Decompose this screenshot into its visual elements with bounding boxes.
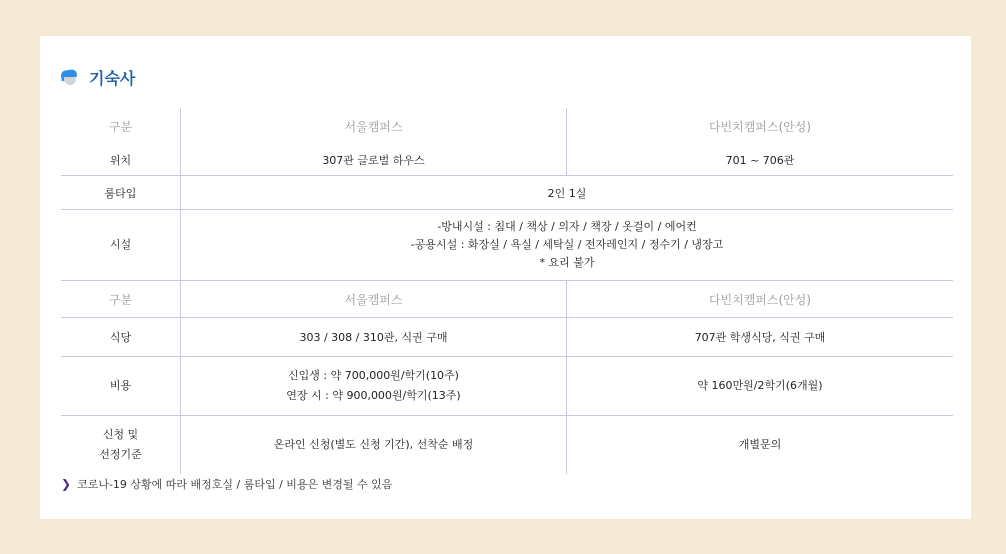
dormitory-card (40, 36, 971, 519)
table-row (61, 416, 953, 475)
footnote (61, 476, 392, 492)
header2-seoul: 서울캠퍼스 (181, 281, 567, 318)
table-row (61, 357, 953, 416)
cost-extension: 연장 시 : 약 900,000원/학기(13주) (286, 389, 461, 402)
header2-category: 구분 (61, 281, 181, 318)
cell-facilities (181, 210, 954, 281)
section-title: 기숙사 (89, 69, 136, 88)
row-label-location: 위치 (109, 153, 132, 167)
header2-davinci: 다빈치캠퍼스(안성) (567, 281, 954, 318)
cost-new-student: 신입생 : 약 700,000원/학기(10주) (288, 369, 459, 382)
header-category: 구분 (108, 119, 133, 134)
cell-seoul-cafeteria: 303 / 308 / 310관, 식권 구매 (181, 318, 567, 357)
row-label-cafeteria: 식당 (61, 318, 181, 357)
cell-seoul-location: 307관 글로벌 하우스 (181, 144, 567, 176)
dormitory-table (61, 108, 953, 474)
table-row (61, 210, 953, 281)
speech-bubble-icon (61, 70, 81, 86)
application-label-line1: 신청 및 (102, 428, 139, 441)
row-label-room-type: 룸타입 (61, 176, 181, 210)
application-label-line2: 선정기준 (99, 448, 142, 461)
cell-davinci-cafeteria: 707관 학생식당, 식권 구매 (567, 318, 954, 357)
section-header (61, 66, 135, 89)
cell-davinci-application: 개별문의 (567, 416, 954, 475)
table-header-row-2 (61, 281, 953, 318)
facilities-note: * 요리 불가 (539, 256, 595, 269)
chevron-right-icon: ❯ (61, 477, 72, 491)
header-seoul: 서울캠퍼스 (181, 108, 567, 144)
row-label-facilities: 시설 (61, 210, 181, 281)
cell-davinci-cost: 약 160만원/2학기(6개월) (567, 357, 954, 416)
table-header-row (61, 108, 953, 144)
row-label-cost: 비용 (61, 357, 181, 416)
table-row (61, 176, 953, 210)
table-row (61, 318, 953, 357)
row-label-application (61, 416, 181, 475)
cell-room-type: 2인 1실 (181, 176, 954, 210)
cell-seoul-application: 온라인 신청(별도 신청 기간), 선착순 배정 (181, 416, 567, 475)
table-row (61, 144, 953, 176)
cell-seoul-cost (181, 357, 567, 416)
facilities-room: -방내시설 : 침대 / 책상 / 의자 / 책장 / 옷걸이 / 에어컨 (437, 220, 697, 233)
facilities-common: -공용시설 : 화장실 / 욕실 / 세탁실 / 전자레인지 / 정수기 / 냉장고 (410, 238, 724, 251)
footnote-text: 코로나-19 상황에 따라 배정호실 / 룸타입 / 비용은 변경될 수 있음 (77, 478, 393, 491)
header-davinci: 다빈치캠퍼스(안성) (567, 108, 954, 144)
cell-davinci-location: 701 ~ 706관 (567, 144, 954, 176)
